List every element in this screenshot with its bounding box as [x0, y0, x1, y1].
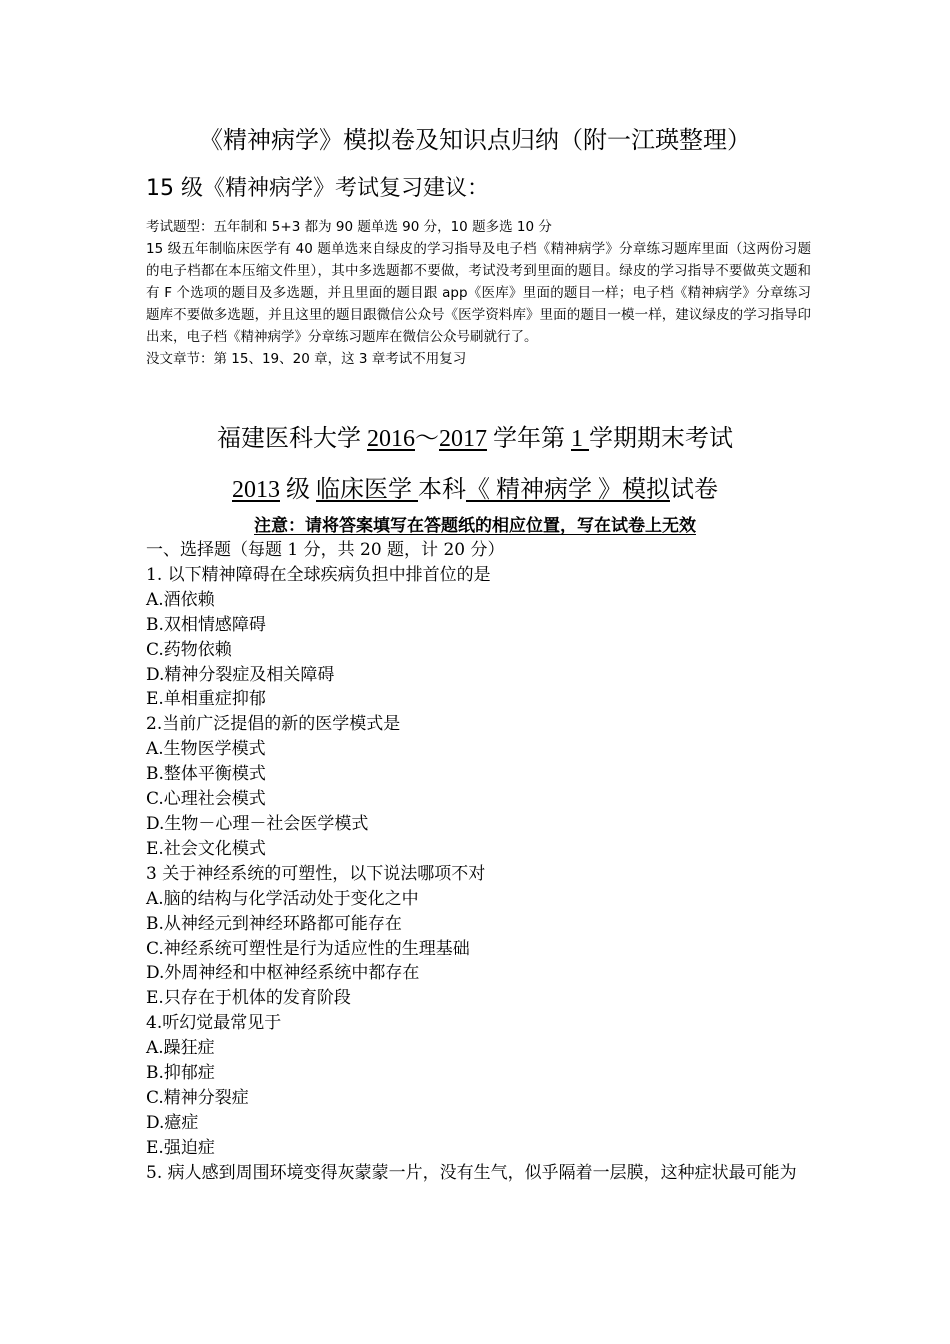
review-advice-body	[146, 216, 811, 370]
answer-option: C.精神分裂症	[146, 1087, 249, 1108]
term-number: 1	[571, 426, 589, 452]
question-stem: 3 关于神经系统的可塑性，以下说法哪项不对	[146, 863, 486, 884]
answer-option: E.只存在于机体的发育阶段	[146, 988, 351, 1009]
question-stem: 5. 病人感到周围环境变得灰蒙蒙一片，没有生气，似乎隔着一层膜，这种症状最可能为	[146, 1162, 797, 1183]
answer-option: C.神经系统可塑性是行为适应性的生理基础	[146, 938, 470, 959]
answer-option: E.强迫症	[146, 1137, 215, 1158]
answer-option: D.外周神经和中枢神经系统中都存在	[146, 963, 420, 984]
answer-option: D.精神分裂症及相关障碍	[146, 664, 335, 685]
answer-option: B.抑郁症	[146, 1063, 215, 1084]
answer-option: C.心理社会模式	[146, 789, 266, 810]
answer-option: A.生物医学模式	[146, 739, 266, 760]
course-name: 《 精神病学 》模拟	[466, 477, 670, 503]
year-end: 2017	[439, 426, 487, 452]
answer-option: A.脑的结构与化学活动处于变化之中	[146, 888, 419, 909]
academic-year-label: 学年第	[487, 426, 571, 452]
answer-option: B.整体平衡模式	[146, 764, 266, 785]
question-source-text: 15 级五年制临床医学有 40 题单选来自绿皮的学习指导及电子档《精神病学》分章练习题库里面（这两份习题的电子档都在本压缩文件里），其中多选题都不要做，考试没考到里面的题目。绿皮的学习指导不要做英文题和有 F 个选项的题目及多选题，并且里面的题目跟 app《医库》里面的题目一样；电子档《精神病学》分章练习题库不要做多选题，并且这里的题目跟微信公众号《医学资料库》里面的题目一模一样，建议绿皮的学习指导印出来，电子档《精神病学》分章练习题库在微信公众号刷就行了。	[146, 241, 811, 345]
grade-year: 2013	[232, 477, 280, 503]
final-exam-label: 学期期末考试	[589, 426, 733, 452]
question-list	[146, 538, 811, 1186]
year-separator: ～	[415, 426, 439, 452]
paper-label: 试卷	[670, 477, 718, 503]
exam-heading-line-1	[0, 423, 950, 455]
answer-option: B.从神经元到神经环路都可能存在	[146, 913, 402, 934]
review-advice-heading: 15 级《精神病学》考试复习建议：	[146, 176, 489, 201]
answer-option: B.双相情感障碍	[146, 614, 266, 635]
question-stem: 1. 以下精神障碍在全球疾病负担中排首位的是	[146, 564, 491, 585]
answer-option: D.癔症	[146, 1112, 199, 1133]
answer-option: E.社会文化模式	[146, 838, 266, 859]
answer-sheet-notice: 注意：请将答案填写在答题纸的相应位置，写在试卷上无效	[254, 516, 696, 536]
grade-label: 级	[280, 477, 316, 503]
answer-option: A.躁狂症	[146, 1038, 215, 1059]
answer-option: D.生物－心理－社会医学模式	[146, 813, 369, 834]
year-start: 2016	[367, 426, 415, 452]
university-name: 福建医科大学	[217, 426, 367, 452]
exam-heading-line-2	[0, 474, 950, 506]
answer-option: E.单相重症抑郁	[146, 689, 266, 710]
document-title: 《精神病学》模拟卷及知识点归纳（附一江瑛整理）	[199, 126, 751, 154]
excluded-chapters-text: 没文章节：第 15、19、20 章，这 3 章考试不用复习	[146, 351, 467, 367]
exam-format-text: 考试题型：五年制和 5+3 都为 90 题单选 90 分，10 题多选 10 分	[146, 219, 552, 235]
major-name: 临床医学	[316, 477, 418, 503]
question-stem: 2.当前广泛提倡的新的医学模式是	[146, 714, 401, 735]
answer-option: C.药物依赖	[146, 639, 232, 660]
degree-level: 本科	[418, 477, 466, 503]
answer-option: A.酒依赖	[146, 589, 215, 610]
question-stem: 4.听幻觉最常见于	[146, 1013, 282, 1034]
section-title: 一、选择题（每题 1 分，共 20 题，计 20 分）	[146, 540, 505, 560]
